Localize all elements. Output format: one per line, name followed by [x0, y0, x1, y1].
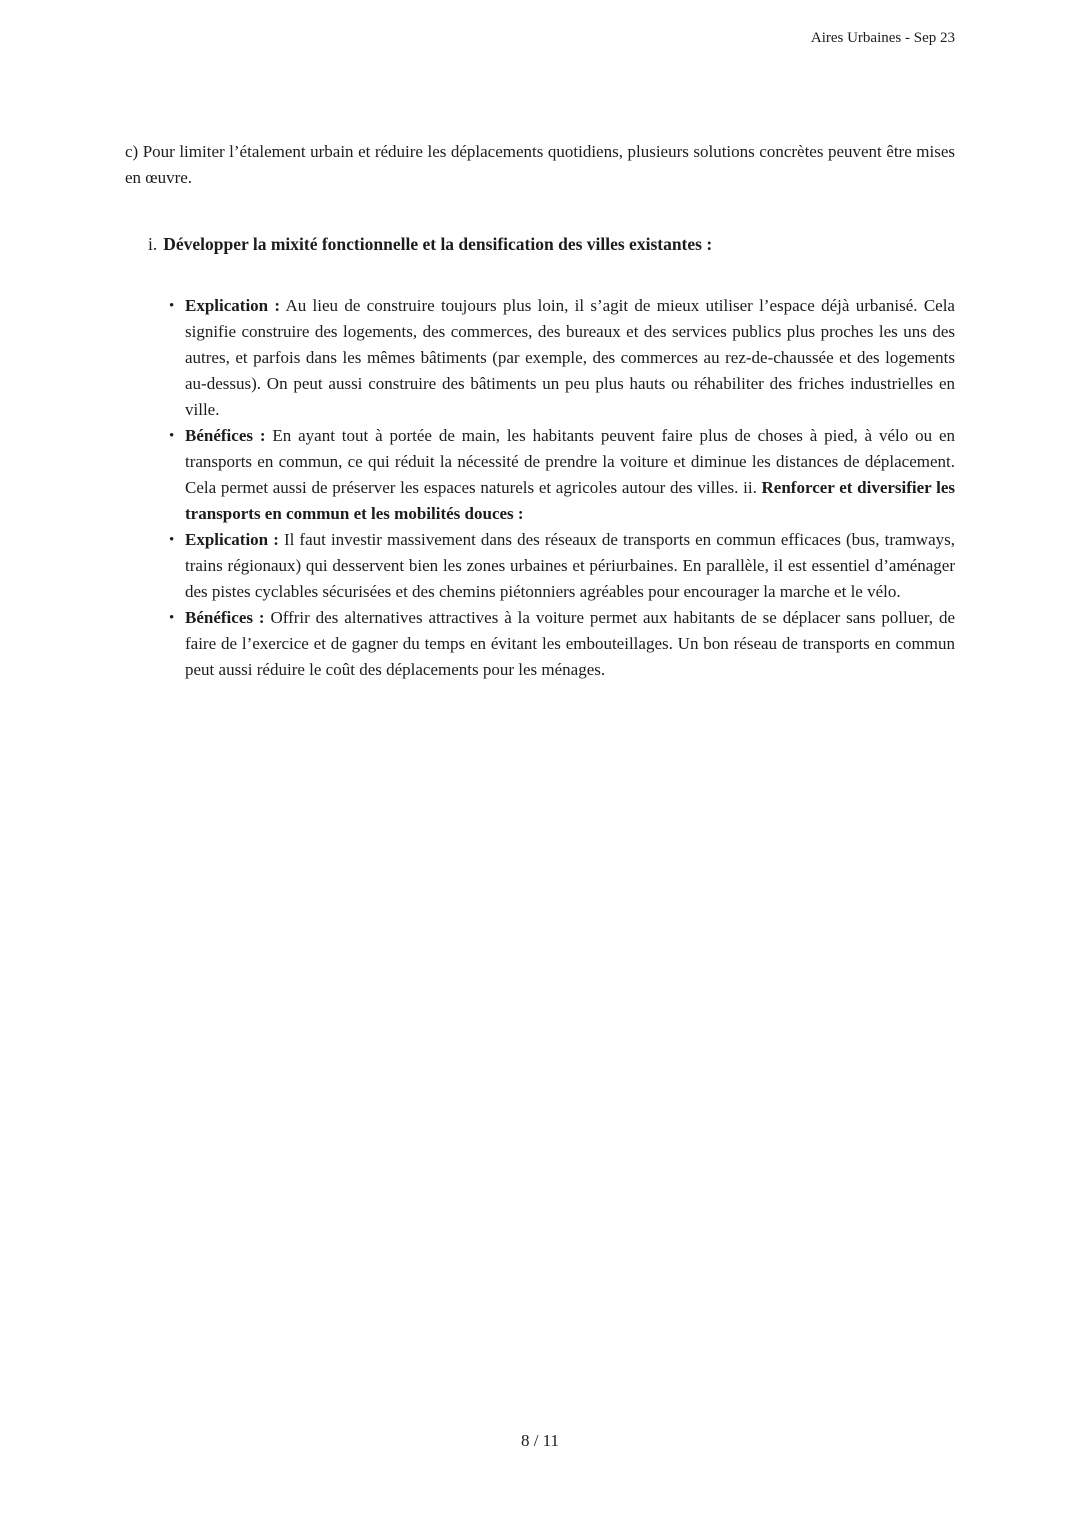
- bullet-text: Au lieu de construire toujours plus loin, il s’agit de mieux utiliser l’espace déjà urbanisé. Cela signifie construire des logements, des commerces, des bureaux et des services publics plus proches les uns des autres, et parfois dans les mêmes bâtiments (par exemple, des commerces au rez-de-chaussée et des logements au-dessus). On peut aussi construire des bâtiments un peu plus hauts ou réhabiliter des friches industrielles en ville.: [185, 296, 955, 419]
- page-number: 8 / 11: [520, 1431, 560, 1450]
- intro-paragraph: c) Pour limiter l’étalement urbain et réduire les déplacements quotidiens, plusieurs solutions concrètes peuvent être mises en œuvre.: [125, 142, 955, 187]
- bullet-text: En ayant tout à portée de main, les habitants peuvent faire plus de choses à pied, à vélo ou en transports en commun, ce qui réduit la nécessité de prendre la voiture et diminue les distances de déplacement. Cela permet aussi de préserver les espaces naturels et agricoles autour des villes. ii.: [185, 426, 955, 497]
- list-item: [125, 605, 955, 683]
- bullet-marker: •: [169, 532, 175, 548]
- section-numeral: i.: [148, 234, 158, 254]
- bullet-lead: Explication :: [185, 296, 281, 315]
- bullet-list: [125, 293, 955, 683]
- bullet-lead: Bénéfices :: [185, 426, 266, 445]
- bullet-lead: Bénéfices :: [185, 608, 265, 627]
- list-item: [125, 423, 955, 527]
- bullet-marker: •: [169, 298, 175, 314]
- header-title: Aires Urbaines - Sep 23: [810, 30, 955, 46]
- bullet-inline-heading: Renforcer et diversifier les transports en commun et les mobilités douces :: [185, 478, 955, 523]
- bullet-text: Offrir des alternatives attractives à la voiture permet aux habitants de se déplacer sans polluer, de faire de l’exercice et de gagner du temps en évitant les embouteillages. Un bon réseau de transports en commun peut aussi réduire le coût des déplacements pour les ménages.: [185, 608, 956, 679]
- bullet-marker: •: [169, 428, 175, 444]
- list-item: [125, 293, 955, 423]
- bullet-marker: •: [169, 610, 175, 626]
- bullet-text: Il faut investir massivement dans des réseaux de transports en commun efficaces (bus, tramways, trains régionaux) qui desservent bien les zones urbaines et périurbaines. En parallèle, il est essentiel d’aménager des pistes cyclables sécurisées et des chemins piétonniers agréables pour encourager la marche et le vélo.: [185, 530, 955, 601]
- list-item: [125, 527, 955, 605]
- section-heading-text: Développer la mixité fonctionnelle et la densification des villes existantes :: [163, 234, 713, 254]
- page-footer: [0, 1431, 1080, 1451]
- page-header: [125, 30, 955, 47]
- bullet-lead: Explication :: [185, 530, 279, 549]
- section-heading: [148, 231, 955, 257]
